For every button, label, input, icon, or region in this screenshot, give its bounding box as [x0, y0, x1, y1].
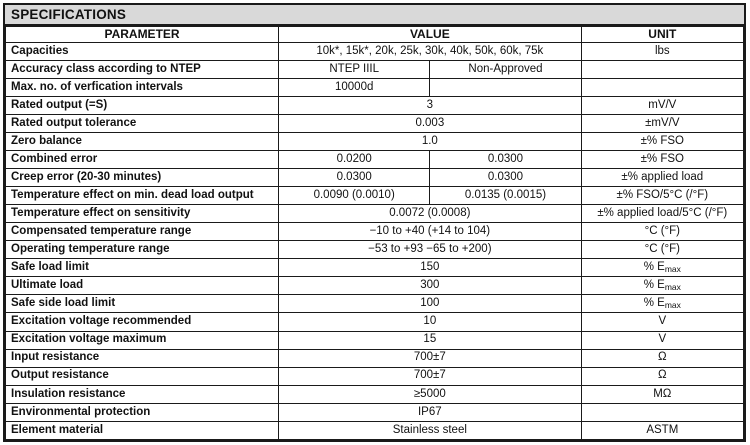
column-header-parameter: PARAMETER: [6, 27, 279, 43]
table-row: [6, 205, 744, 223]
parameter-cell: Capacities: [6, 43, 279, 61]
value-cell: 10: [279, 313, 582, 331]
table-row: [6, 241, 744, 259]
value-cell: ≥5000: [279, 385, 582, 403]
table-row: [6, 115, 744, 133]
unit-cell: Ω: [581, 367, 743, 385]
parameter-cell: Accuracy class according to NTEP: [6, 61, 279, 79]
unit-cell: Ω: [581, 349, 743, 367]
parameter-cell: Excitation voltage maximum: [6, 331, 279, 349]
unit-cell: lbs: [581, 43, 743, 61]
value-cell-left: 0.0090 (0.0010): [279, 187, 430, 205]
value-cell: 700±7: [279, 367, 582, 385]
parameter-cell: Safe load limit: [6, 259, 279, 277]
parameter-cell: Safe side load limit: [6, 295, 279, 313]
table-row: [6, 97, 744, 115]
table-row: [6, 421, 744, 439]
spec-table-frame: [3, 3, 746, 442]
value-cell: Stainless steel: [279, 421, 582, 439]
value-cell-left: 0.0300: [279, 169, 430, 187]
parameter-cell: Rated output tolerance: [6, 115, 279, 133]
value-cell-right: Non-Approved: [430, 61, 581, 79]
unit-cell: ±% applied load/5°C (/°F): [581, 205, 743, 223]
value-cell: 1.0: [279, 133, 582, 151]
parameter-cell: Creep error (20-30 minutes): [6, 169, 279, 187]
unit-cell: [581, 403, 743, 421]
unit-cell: °C (°F): [581, 223, 743, 241]
unit-cell: ±% FSO/5°C (/°F): [581, 187, 743, 205]
value-cell: 700±7: [279, 349, 582, 367]
unit-cell: mV/V: [581, 97, 743, 115]
parameter-cell: Combined error: [6, 151, 279, 169]
parameter-cell: Temperature effect on sensitivity: [6, 205, 279, 223]
table-row: [6, 79, 744, 97]
value-cell-right: 0.0300: [430, 169, 581, 187]
value-cell: 150: [279, 259, 582, 277]
table-row: [6, 151, 744, 169]
unit-cell: °C (°F): [581, 241, 743, 259]
column-header-unit: UNIT: [581, 27, 743, 43]
value-cell: 100: [279, 295, 582, 313]
parameter-cell: Environmental protection: [6, 403, 279, 421]
value-cell: IP67: [279, 403, 582, 421]
column-header-value: VALUE: [279, 27, 582, 43]
value-cell-right: 0.0135 (0.0015): [430, 187, 581, 205]
table-row: [6, 385, 744, 403]
unit-cell: ±% FSO: [581, 133, 743, 151]
value-cell-right: 0.0300: [430, 151, 581, 169]
unit-cell: % $E_{max}$: [581, 295, 743, 313]
parameter-cell: Zero balance: [6, 133, 279, 151]
parameter-cell: Element material: [6, 421, 279, 439]
value-cell-left: 0.0200: [279, 151, 430, 169]
parameter-cell: Ultimate load: [6, 277, 279, 295]
unit-cell: ±% FSO: [581, 151, 743, 169]
parameter-cell: Compensated temperature range: [6, 223, 279, 241]
table-row: [6, 313, 744, 331]
unit-subscript: max: [664, 300, 681, 311]
unit-cell: % $E_{max}$: [581, 277, 743, 295]
unit-subscript: max: [664, 264, 681, 274]
parameter-cell: Temperature effect on min. dead load output: [6, 187, 279, 205]
value-cell: 3: [279, 97, 582, 115]
unit-cell: MΩ: [581, 385, 743, 403]
table-row: [6, 277, 744, 295]
value-cell: 300: [279, 277, 582, 295]
table-row: [6, 133, 744, 151]
parameter-cell: Rated output (=S): [6, 97, 279, 115]
parameter-cell: Max. no. of verfication intervals: [6, 79, 279, 97]
table-row: [6, 403, 744, 421]
parameter-cell: Output resistance: [6, 367, 279, 385]
value-cell-right: [430, 79, 581, 97]
table-row: [6, 169, 744, 187]
table-title: SPECIFICATIONS: [5, 5, 744, 26]
parameter-cell: Insulation resistance: [6, 385, 279, 403]
unit-cell: V: [581, 313, 743, 331]
table-row: [6, 43, 744, 61]
parameter-cell: Excitation voltage recommended: [6, 313, 279, 331]
table-body: [6, 43, 744, 440]
unit-cell: ASTM: [581, 421, 743, 439]
unit-cell: % $E_{max}$: [581, 259, 743, 277]
value-cell: −10 to +40 (+14 to 104): [279, 223, 582, 241]
value-cell-left: NTEP IIIL: [279, 61, 430, 79]
value-cell: 0.003: [279, 115, 582, 133]
unit-cell: V: [581, 331, 743, 349]
table-row: [6, 259, 744, 277]
table-row: [6, 331, 744, 349]
table-row: [6, 61, 744, 79]
table-row: [6, 187, 744, 205]
specifications-table: [5, 26, 744, 440]
table-row: [6, 223, 744, 241]
table-row: [6, 349, 744, 367]
parameter-cell: Input resistance: [6, 349, 279, 367]
unit-subscript: max: [664, 282, 681, 293]
table-row: [6, 295, 744, 313]
unit-cell: [581, 79, 743, 97]
table-row: [6, 367, 744, 385]
unit-cell: [581, 61, 743, 79]
unit-cell: ±mV/V: [581, 115, 743, 133]
unit-cell: ±% applied load: [581, 169, 743, 187]
value-cell: 15: [279, 331, 582, 349]
value-cell: 10k*, 15k*, 20k, 25k, 30k, 40k, 50k, 60k, 75k: [279, 43, 582, 61]
value-cell: −53 to +93 −65 to +200): [279, 241, 582, 259]
value-cell-left: 10000d: [279, 79, 430, 97]
header-row: [6, 27, 744, 43]
value-cell: 0.0072 (0.0008): [279, 205, 582, 223]
parameter-cell: Operating temperature range: [6, 241, 279, 259]
